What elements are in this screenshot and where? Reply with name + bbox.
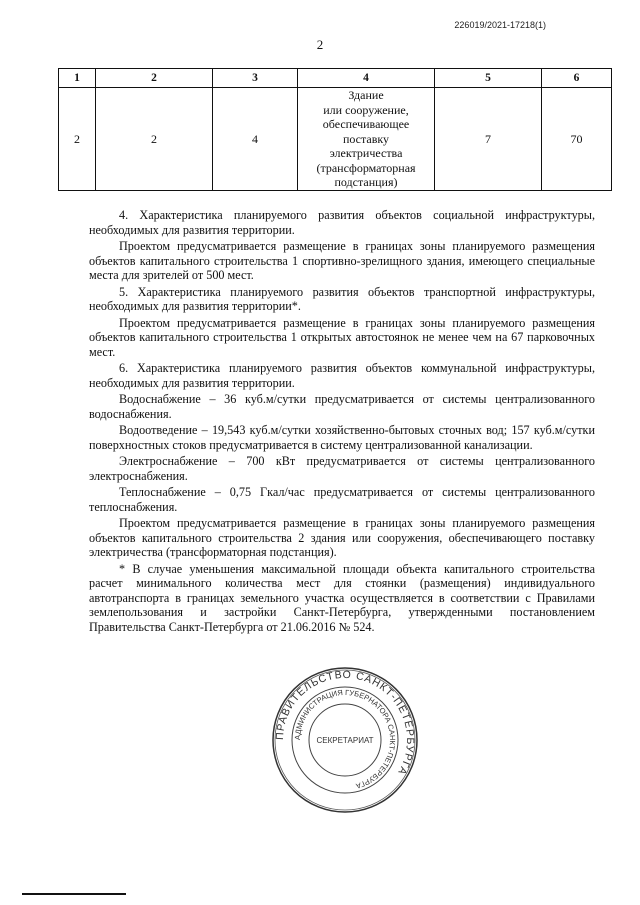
paragraph-power-supply: Электроснабжение – 700 кВт предусматривается от системы централизованного электроснабжения. — [89, 454, 595, 483]
section-heading-utility: 6. Характеристика планируемого развития объектов коммунальной инфраструктуры, необходимых для развития территории. — [89, 361, 595, 390]
paragraph-heat-supply: Теплоснабжение – 0,75 Гкал/час предусматривается от системы централизованного теплоснабжения. — [89, 485, 595, 514]
table-header-row — [59, 69, 612, 88]
section-heading-social: 4. Характеристика планируемого развития объектов социальной инфраструктуры, необходимых для развития территории. — [89, 208, 595, 237]
page-number: 2 — [316, 37, 324, 52]
header-cell: 5 — [435, 69, 542, 88]
document-id: 226019/2021-17218(1) — [454, 20, 546, 30]
official-seal — [270, 665, 420, 815]
paragraph: Проектом предусматривается размещение в границах зоны планируемого размещения объектов капитального строительства 1 спортивно-зрелищного здания, имеющего специальные места для зрителей от 500 мест. — [89, 239, 595, 282]
table-cell: 4 — [213, 88, 298, 191]
paragraph: Проектом предусматривается размещение в границах зоны планируемого размещения объектов капитального строительства 2 здания или сооружения, обеспечивающего поставку электричества (трансформаторная подстанция). — [89, 516, 595, 559]
seal-inner-text: АДМИНИСТРАЦИЯ ГУБЕРНАТОРА САНКТ-ПЕТЕРБУРГА — [292, 687, 398, 791]
seal-graphic — [270, 665, 420, 815]
footnote: * В случае уменьшения максимальной площади объекта капитального строительства расчет минимального количества мест для стоянки (размещения) индивидуального автотранспорта в границах земельного участка осуществляется в соответствии с Правилами землепользования и застройки Санкт-Петербурга, утвержденными постановлением Правительства Санкт-Петербурга от 21.06.2016 № 524. — [89, 561, 595, 634]
table-cell: 2 — [96, 88, 213, 191]
paragraph-sewerage: Водоотведение – 19,543 куб.м/сутки хозяйственно-бытовых сточных вод; 157 куб.м/сутки поверхностных стоков предусматривается в систему централизованной канализации. — [89, 423, 595, 452]
header-cell: 1 — [59, 69, 96, 88]
table-cell: 2 — [59, 88, 96, 191]
table-cell: 7 — [435, 88, 542, 191]
seal-center-text: СЕКРЕТАРИАТ — [316, 736, 374, 745]
seal-outer-text: ПРАВИТЕЛЬСТВО САНКТ-ПЕТЕРБУРГА — [273, 668, 417, 778]
header-cell: 3 — [213, 69, 298, 88]
footer-rule — [22, 893, 126, 895]
header-cell: 4 — [298, 69, 435, 88]
header-cell: 2 — [96, 69, 213, 88]
data-table — [58, 68, 612, 191]
table-cell-object-type: Здание или сооружение, обеспечивающее поставку электричества (трансформаторная подстанция) — [298, 88, 435, 191]
header-cell: 6 — [542, 69, 612, 88]
table-cell: 70 — [542, 88, 612, 191]
table-row — [59, 88, 612, 191]
paragraph-water-supply: Водоснабжение – 36 куб.м/сутки предусматривается от системы централизованного водоснабжения. — [89, 392, 595, 421]
body-text — [89, 208, 595, 636]
paragraph: Проектом предусматривается размещение в границах зоны планируемого размещения объектов капитального строительства 1 открытых автостоянок не менее чем на 67 парковочных мест. — [89, 315, 595, 359]
section-heading-transport: 5. Характеристика планируемого развития объектов транспортной инфраструктуры, необходимых для развития территории*. — [89, 284, 595, 313]
